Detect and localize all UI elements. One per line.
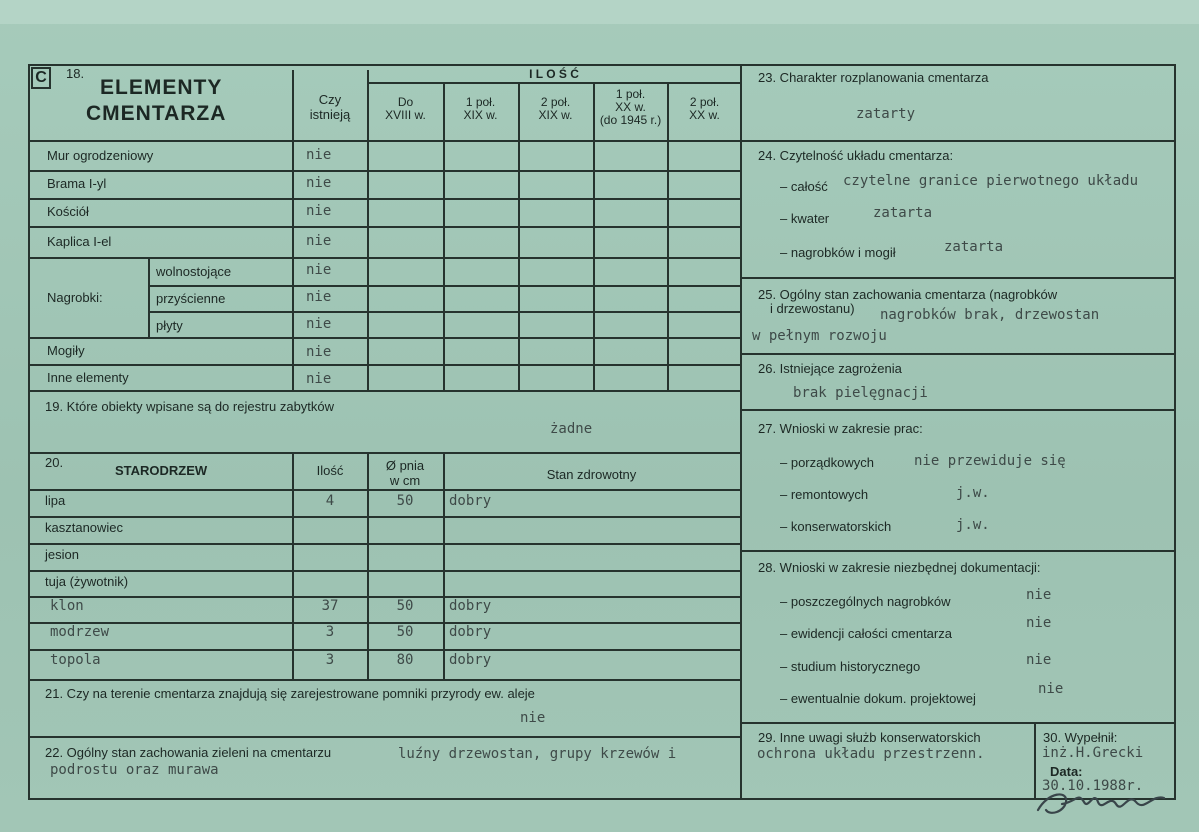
tombstone-type-label: wolnostojące [156,264,232,279]
count-column-header: Ilość [316,463,344,478]
rule-line [28,679,740,681]
element-row-value: nie [306,203,332,219]
documentation-item-value: nie [1038,681,1064,697]
rule-line [28,337,740,339]
tree-diameter: 50 [396,493,414,509]
tombstone-type-label: przyścienne [156,291,226,306]
tree-species: topola [50,652,101,668]
rule-line [292,452,294,680]
section-20-number: 20. [45,455,64,470]
section-29-answer: ochrona układu przestrzenn. [757,746,985,762]
rule-line [28,140,740,142]
period-header: Do XVIII w. [385,95,426,122]
rule-line [740,722,1176,724]
tree-species: kasztanowiec [45,520,124,535]
legibility-item-label: – nagrobków i mogił [780,245,896,260]
works-item-label: – porządkowych [780,455,874,470]
tombstone-type-value: nie [306,316,332,332]
section-29-label: 29. Inne uwagi służb konserwatorskich [758,730,981,745]
rule-line [28,570,740,572]
section-23-label: 23. Charakter rozplanowania cmentarza [758,70,989,85]
section-19-label: 19. Które obiekty wpisane są do rejestru zabytków [45,399,335,414]
rule-line [28,452,740,454]
rule-line [740,550,1176,552]
tree-species: tuja (żywotnik) [45,574,129,589]
section-25-answer-line1: nagrobków brak, drzewostan [880,307,1100,323]
tree-count: 37 [321,598,339,614]
signature-icon [1028,772,1178,827]
rule-line [28,516,740,518]
period-header: 2 poł. XIX w. [538,95,573,122]
rule-line [28,257,740,259]
section-22-answer-line1: luźny drzewostan, grupy krzewów i [398,746,677,762]
tree-species: modrzew [50,624,110,640]
element-row-value: nie [306,175,332,191]
tree-diameter: 50 [396,598,414,614]
works-item-value: j.w. [956,517,990,533]
health-column-header: Stan zdrowotny [546,467,637,482]
tombstone-type-value: nie [306,289,332,305]
rule-line [740,409,1176,411]
quantity-header: I L O Ś Ć [529,67,579,81]
date-label: Data: [1050,764,1083,779]
filled-by-name: inż.H.Grecki [1042,745,1144,761]
rule-line [667,82,669,390]
section-25-label-line1: 25. Ogólny stan zachowania cmentarza (nagrobków [758,287,1058,302]
rule-line [148,285,740,287]
section-21-answer: nie [520,710,546,726]
legibility-item-label: – całość [780,179,828,194]
top-edge-strip [0,0,1199,24]
section-28-label: 28. Wnioski w zakresie niezbędnej dokumentacji: [758,560,1041,575]
rule-line [28,364,740,366]
element-row-value: nie [306,147,332,163]
element-row-label: Brama I-yl [47,176,107,191]
works-item-label: – konserwatorskich [780,519,892,534]
rule-line [443,82,445,390]
rule-line [740,353,1176,355]
diameter-column-header: Ø pnia w cm [385,458,425,488]
tombstones-label: Nagrobki: [47,290,103,305]
section-18-number: 18. [66,66,85,81]
tree-species: klon [50,598,84,614]
tree-health: dobry [449,598,492,614]
element-row-value: nie [306,344,332,360]
section-27-label: 27. Wnioski w zakresie prac: [758,421,923,436]
tree-count: 3 [325,624,335,640]
section-22-answer-line2: podrostu oraz murawa [50,762,219,778]
tree-diameter: 50 [396,624,414,640]
element-row-label: Mur ogrodzeniowy [47,148,154,163]
rule-line [28,543,740,545]
works-item-label: – remontowych [780,487,869,502]
section-18-title-line1: ELEMENTY [100,76,223,99]
tree-species: jesion [45,547,79,562]
element-row-value: nie [306,233,332,249]
tree-species: lipa [45,493,66,508]
documentation-item-value: nie [1026,615,1052,631]
documentation-item-label: – studium historycznego [780,659,921,674]
tree-health: dobry [449,493,492,509]
legibility-item-value: zatarta [873,205,933,221]
period-header: 1 poł. XX w. (do 1945 r.) [599,87,662,127]
rule-line [28,170,740,172]
documentation-item-label: – ewentualnie dokum. projektowej [780,691,976,706]
rule-line [148,257,150,337]
rule-line [740,277,1176,279]
documentation-item-label: – ewidencji całości cmentarza [780,626,952,641]
tombstone-type-label: płyty [156,318,183,333]
rule-line [28,226,740,228]
rule-line [28,489,740,491]
rule-line [28,649,740,651]
tombstone-type-value: nie [306,262,332,278]
corner-letter-box: C [31,67,51,89]
exists-column-header: Czy istnieją [309,92,351,122]
rule-line [28,736,740,738]
element-row-label: Kościół [47,204,89,219]
tree-count: 4 [325,493,335,509]
rule-line [28,198,740,200]
documentation-item-value: nie [1026,652,1052,668]
documentation-item-label: – poszczególnych nagrobków [780,594,951,609]
legibility-item-label: – kwater [780,211,830,226]
section-18-title-line2: CMENTARZA [86,102,227,125]
fill-date: 30.10.1988r. [1042,778,1144,794]
element-row-label: Mogiły [47,343,85,358]
section-21-label: 21. Czy na terenie cmentarza znajdują się zarejestrowane pomniki przyrody ew. aleje [45,686,535,701]
tree-diameter: 80 [396,652,414,668]
legibility-item-value: czytelne granice pierwotnego układu [843,173,1139,189]
column-divider [740,64,742,800]
section-23-answer: zatarty [856,106,916,122]
works-item-value: nie przewiduje się [914,453,1066,469]
rule-line [367,82,740,84]
rule-line [593,82,595,390]
rule-line [740,140,1176,142]
rule-line [518,82,520,390]
tree-health: dobry [449,624,492,640]
section-26-answer: brak pielęgnacji [793,385,928,401]
section-25-answer-line2: w pełnym rozwoju [752,328,887,344]
section-19-answer: żadne [550,421,593,437]
section-30-label: 30. Wypełnił: [1043,730,1118,745]
element-row-label: Inne elementy [47,370,129,385]
element-row-label: Kaplica I-el [47,234,112,249]
legibility-item-value: zatarta [944,239,1004,255]
element-row-value: nie [306,371,332,387]
period-header: 1 poł. XIX w. [463,95,498,122]
tree-count: 3 [325,652,335,668]
old-trees-title: STARODRZEW [115,463,208,478]
rule-line [443,452,445,680]
period-header: 2 poł. XX w. [689,95,720,122]
section-25-label-line2: i drzewostanu) [770,301,855,316]
section-26-label: 26. Istniejące zagrożenia [758,361,902,376]
documentation-item-value: nie [1026,587,1052,603]
rule-line [148,311,740,313]
section-22-label: 22. Ogólny stan zachowania zieleni na cmentarzu [45,745,332,760]
tree-health: dobry [449,652,492,668]
works-item-value: j.w. [956,485,990,501]
rule-line [28,390,740,392]
section-24-label: 24. Czytelność układu cmentarza: [758,148,954,163]
